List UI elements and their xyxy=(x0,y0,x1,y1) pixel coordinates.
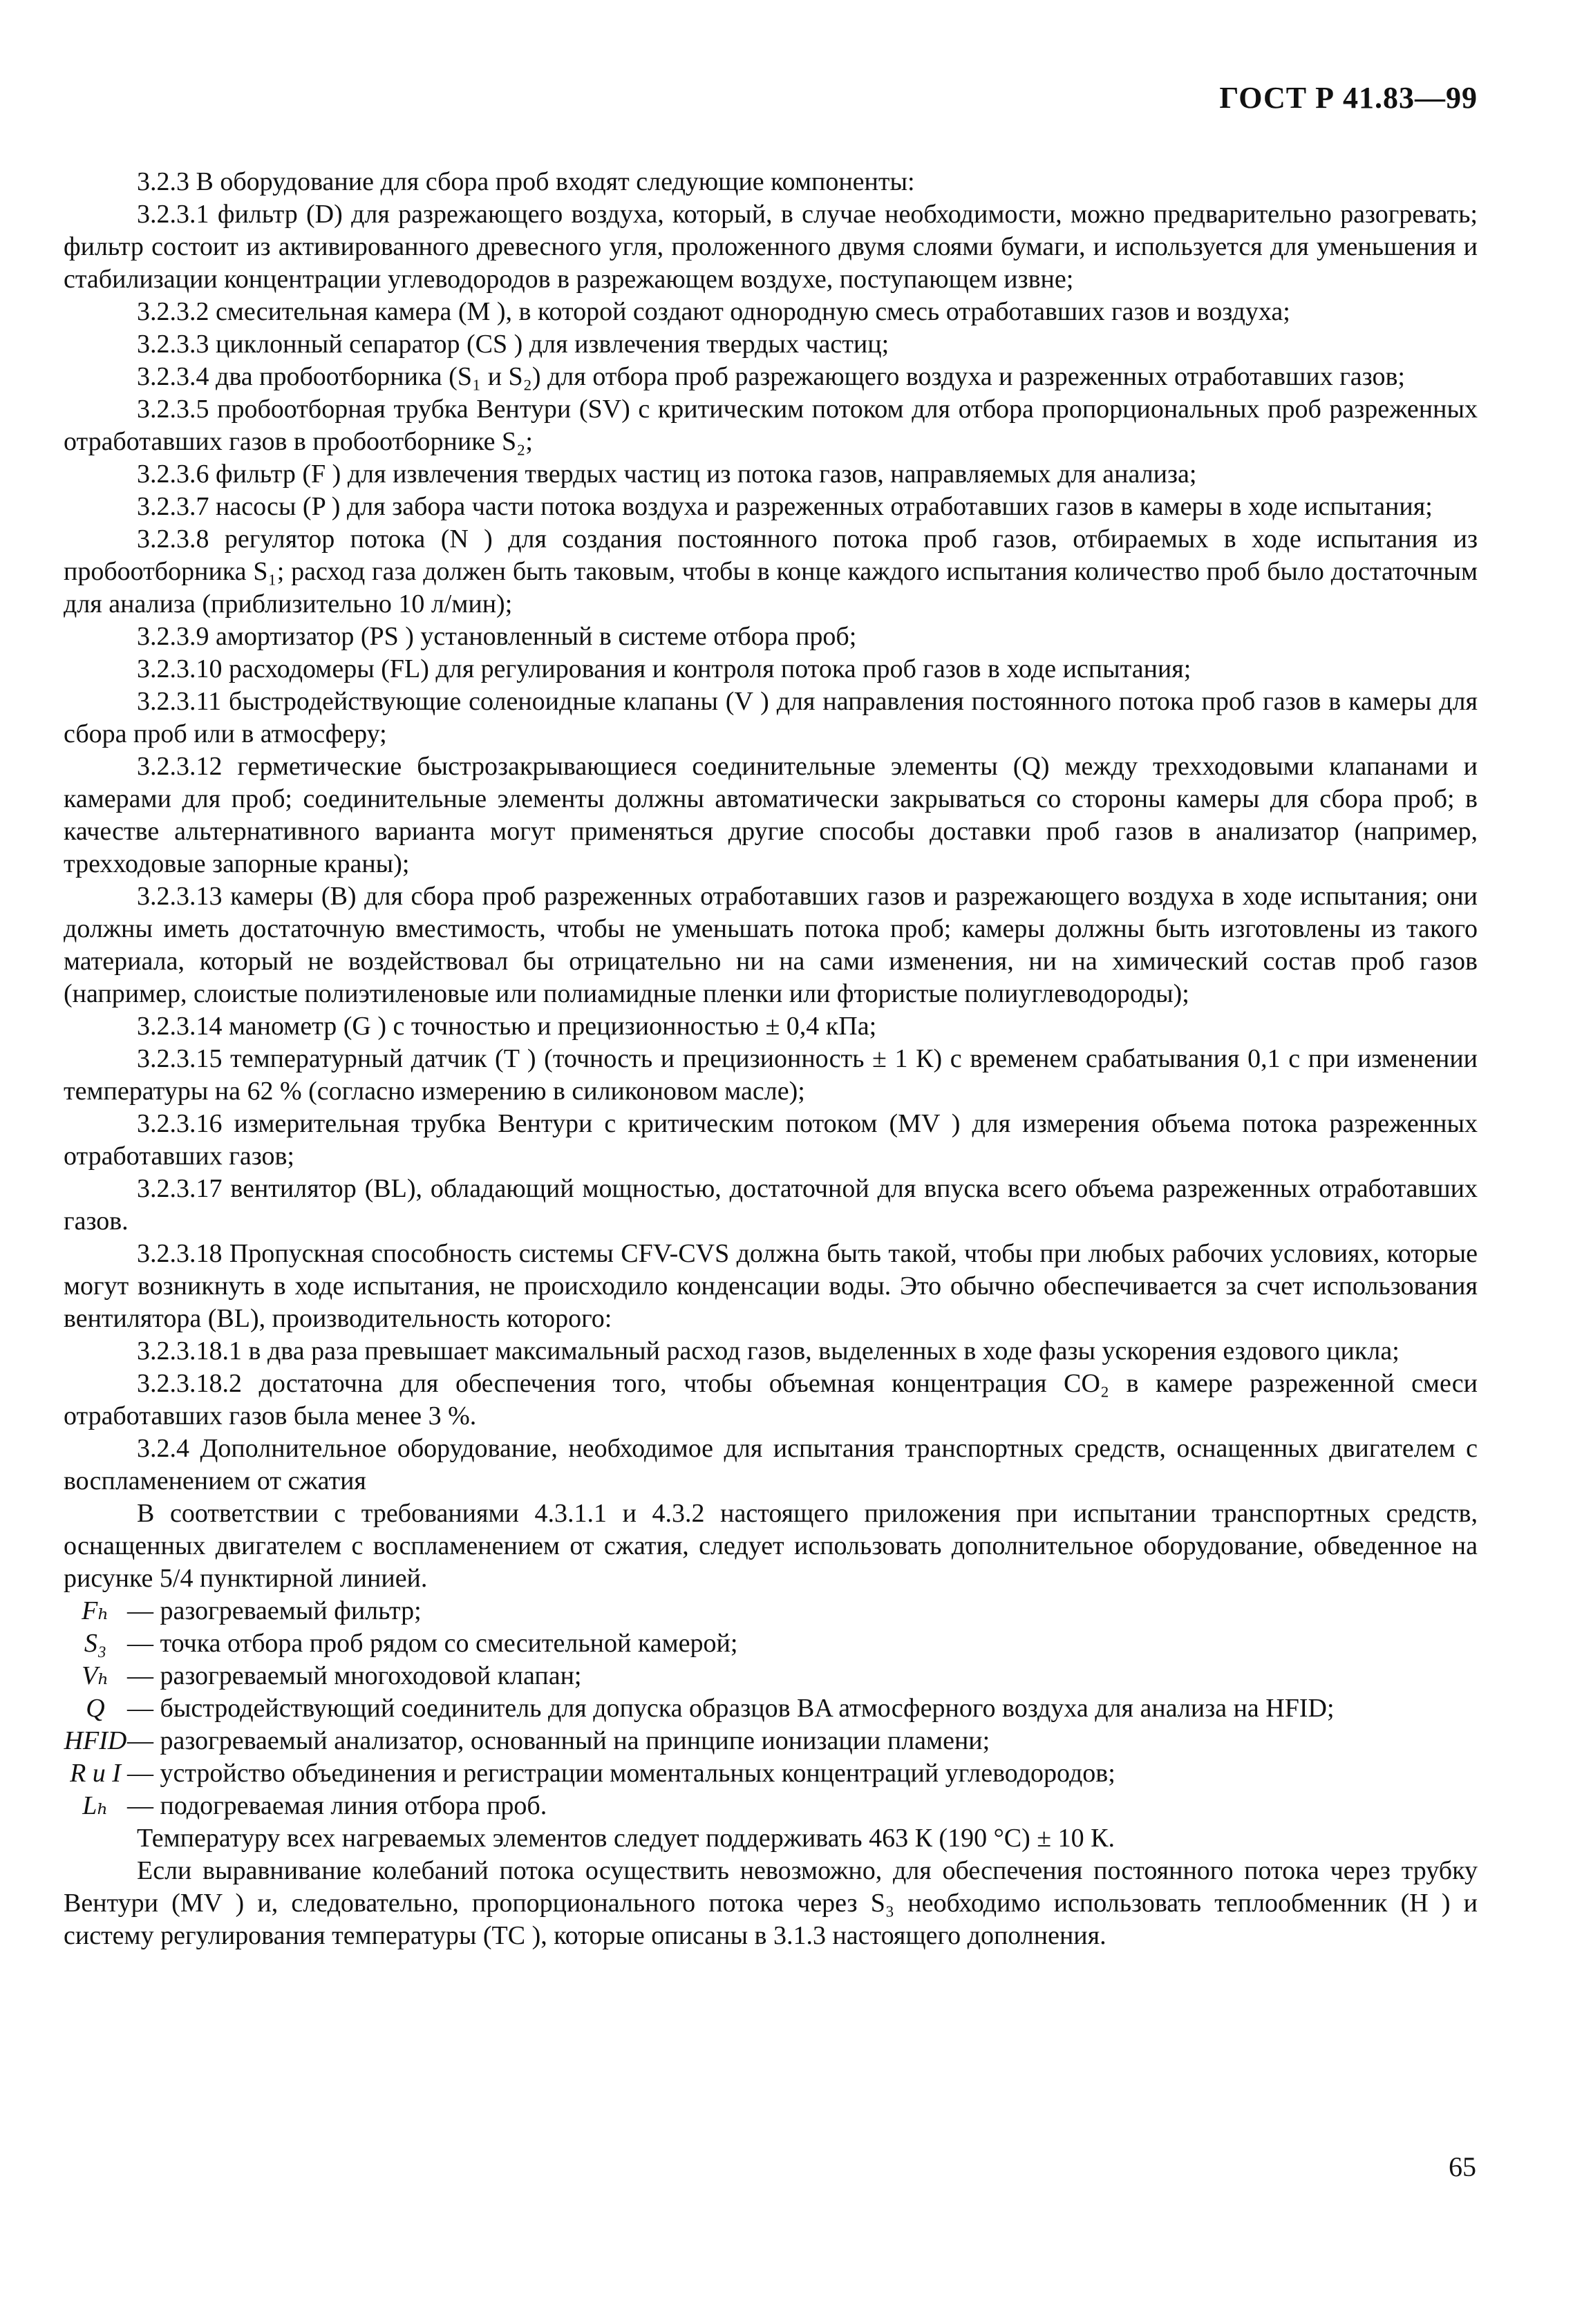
paragraph: 3.2.3.18.2 достаточна для обеспечения того, чтобы объемная концентрация CO₂ в камере разреженной смеси отработавших газов была менее 3 %. xyxy=(64,1369,1478,1430)
paragraph: 3.2.3.8 регулятор потока (N ) для создания постоянного потока проб газов, отбираемых в ходе испытания из пробоотборника S₁; расход газа должен быть таковым, чтобы в конце каждого испытания количество проб было достаточным для анализа (приблизительно 10 л/мин); xyxy=(64,525,1478,618)
definition-term: Q xyxy=(86,1694,105,1723)
definition-term: HFID xyxy=(64,1726,127,1755)
definition-term: R и I xyxy=(70,1759,121,1788)
paragraph: Температуру всех нагреваемых элементов следует поддерживать 463 К (190 °C) ± 10 К. xyxy=(137,1824,1115,1853)
paragraph: 3.2.3.14 манометр (G ) с точностью и прецизионностью ± 0,4 кПа; xyxy=(137,1012,877,1041)
closing-section xyxy=(64,1822,1478,1952)
paragraph: 3.2.3.9 амортизатор (PS ) установленный в системе отбора проб; xyxy=(137,622,857,651)
definition-text: — разогреваемый анализатор, основанный на принципе ионизации пламени; xyxy=(127,1726,990,1755)
paragraph: 3.2.3.18.1 в два раза превышает максимальный расход газов, выделенных в ходе фазы ускорения ездового цикла; xyxy=(137,1336,1400,1366)
paragraph: 3.2.3.16 измерительная трубка Вентури с критическим потоком (MV ) для измерения объема потока разреженных отработавших газов; xyxy=(64,1109,1478,1171)
paragraph: 3.2.3.3 циклонный сепаратор (CS ) для извлечения твердых частиц; xyxy=(137,330,889,359)
paragraph: 3.2.4 Дополнительное оборудование, необходимое для испытания транспортных средств, оснащенных двигателем с воспламенением от сжатия xyxy=(64,1434,1478,1495)
paragraph: 3.2.3.7 насосы (P ) для забора части потока воздуха и разреженных отработавших газов в камеры в ходе испытания; xyxy=(137,492,1433,521)
definition-item xyxy=(64,1627,1478,1660)
paragraph: 3.2.3.10 расходомеры (FL) для регулирования и контроля потока проб газов в ходе испытания; xyxy=(137,654,1191,683)
document-body xyxy=(64,166,1478,1952)
paragraph: 3.2.3.2 смесительная камера (M ), в которой создают однородную смесь отработавших газов и воздуха; xyxy=(137,297,1290,326)
definition-item xyxy=(64,1660,1478,1692)
paragraph: 3.2.3.4 два пробоотборника (S₁ и S₂) для отбора проб разрежающего воздуха и разреженных отработавших газов; xyxy=(137,362,1405,391)
definition-term: Lₕ xyxy=(82,1791,109,1820)
paragraph: 3.2.3.17 вентилятор (BL), обладающий мощностью, достаточной для впуска всего объема разреженных отработавших газов. xyxy=(64,1174,1478,1236)
paragraph: 3.2.3.18 Пропускная способность системы CFV-CVS должна быть такой, чтобы при любых рабочих условиях, которые могут возникнуть в ходе испытания, не происходило конденсации воды. Это обычно обеспечивается за счет использования вентилятора (BL), производительность которого: xyxy=(64,1239,1478,1333)
definition-text: — точка отбора проб рядом со смесительной камерой; xyxy=(127,1629,738,1658)
definition-item xyxy=(64,1790,1478,1822)
paragraph: 3.2.3.13 камеры (B) для сбора проб разреженных отработавших газов и разрежающего воздуха в ходе испытания; они должны иметь достаточную вместимость, чтобы не уменьшать потока проб; камеры должны быть изготовлены из такого материала, который не воздействовал бы отрицательно ни на сами изменения, ни на химический состав проб газов (например, слоистые полиэтиленовые или полиамидные пленки или фтористые полиуглеводороды); xyxy=(64,882,1478,1008)
paragraph: 3.2.3.1 фильтр (D) для разрежающего воздуха, который, в случае необходимости, можно предварительно разогревать; фильтр состоит из активированного древесного угля, проложенного двумя слоями бумаги, и используется для уменьшения и стабилизации концентрации углеводородов в разрежающем воздухе, поступающем извне; xyxy=(64,200,1478,294)
page-number: 65 xyxy=(1449,2151,1476,2182)
paragraph: В соответствии с требованиями 4.3.1.1 и 4.3.2 настоящего приложения при испытании транспортных средств, оснащенных двигателем с воспламенением от сжатия, следует использовать дополнительное оборудование, обведенное на рисунке 5/4 пунктирной линией. xyxy=(64,1499,1478,1593)
definition-text: — разогреваемый многоходовой клапан; xyxy=(127,1661,582,1690)
paragraph: 3.2.3.15 температурный датчик (T ) (точность и прецизионность ± 1 К) с временем срабатывания 0,1 с при изменении температуры на 62 % (согласно измерению в силиконовом масле); xyxy=(64,1044,1478,1106)
definitions-list xyxy=(64,1595,1478,1822)
definition-term: Fₕ xyxy=(82,1596,109,1625)
definition-item xyxy=(64,1692,1478,1725)
definition-text: — разогреваемый фильтр; xyxy=(127,1596,422,1625)
paragraph: 3.2.3.6 фильтр (F ) для извлечения твердых частиц из потока газов, направляемых для анализа; xyxy=(137,460,1197,489)
definition-item xyxy=(64,1757,1478,1790)
paragraph: 3.2.3.11 быстродействующие соленоидные клапаны (V ) для направления постоянного потока проб газов в камеры для сбора проб или в атмосферу; xyxy=(64,687,1478,748)
definition-term: S₃ xyxy=(84,1629,107,1658)
paragraph: 3.2.3.12 герметические быстрозакрывающиеся соединительные элементы (Q) между трехходовыми клапанами и камерами для проб; соединительные элементы должны автоматически закрываться со стороны камеры для сбора проб; в качестве альтернативного варианта могут применяться другие способы доставки проб газов в анализатор (например, трехходовые запорные краны); xyxy=(64,752,1478,878)
definition-item xyxy=(64,1595,1478,1627)
standard-code-header: ГОСТ Р 41.83—99 xyxy=(1219,81,1478,115)
paragraph: 3.2.3 В оборудование для сбора проб входят следующие компоненты: xyxy=(137,167,915,196)
definition-term: Vₕ xyxy=(82,1661,109,1690)
definition-item xyxy=(64,1725,1478,1757)
definition-text: — устройство объединения и регистрации моментальных концентраций углеводородов; xyxy=(127,1759,1115,1788)
paragraph: Если выравнивание колебаний потока осуществить невозможно, для обеспечения постоянного потока через трубку Вентури (MV ) и, следовательно, пропорционального потока через S₃ необходимо использовать теплообменник (H ) и систему регулирования температуры (TC ), которые описаны в 3.1.3 настоящего дополнения. xyxy=(64,1856,1478,1950)
definition-text: — подогреваемая линия отбора проб. xyxy=(127,1791,547,1820)
definition-text: — быстродействующий соединитель для допуска образцов BA атмосферного воздуха для анализа на HFID; xyxy=(127,1694,1335,1723)
paragraph: 3.2.3.5 пробоотборная трубка Вентури (SV) с критическим потоком для отбора пропорциональных проб разреженных отработавших газов в пробоотборнике S₂; xyxy=(64,395,1478,456)
